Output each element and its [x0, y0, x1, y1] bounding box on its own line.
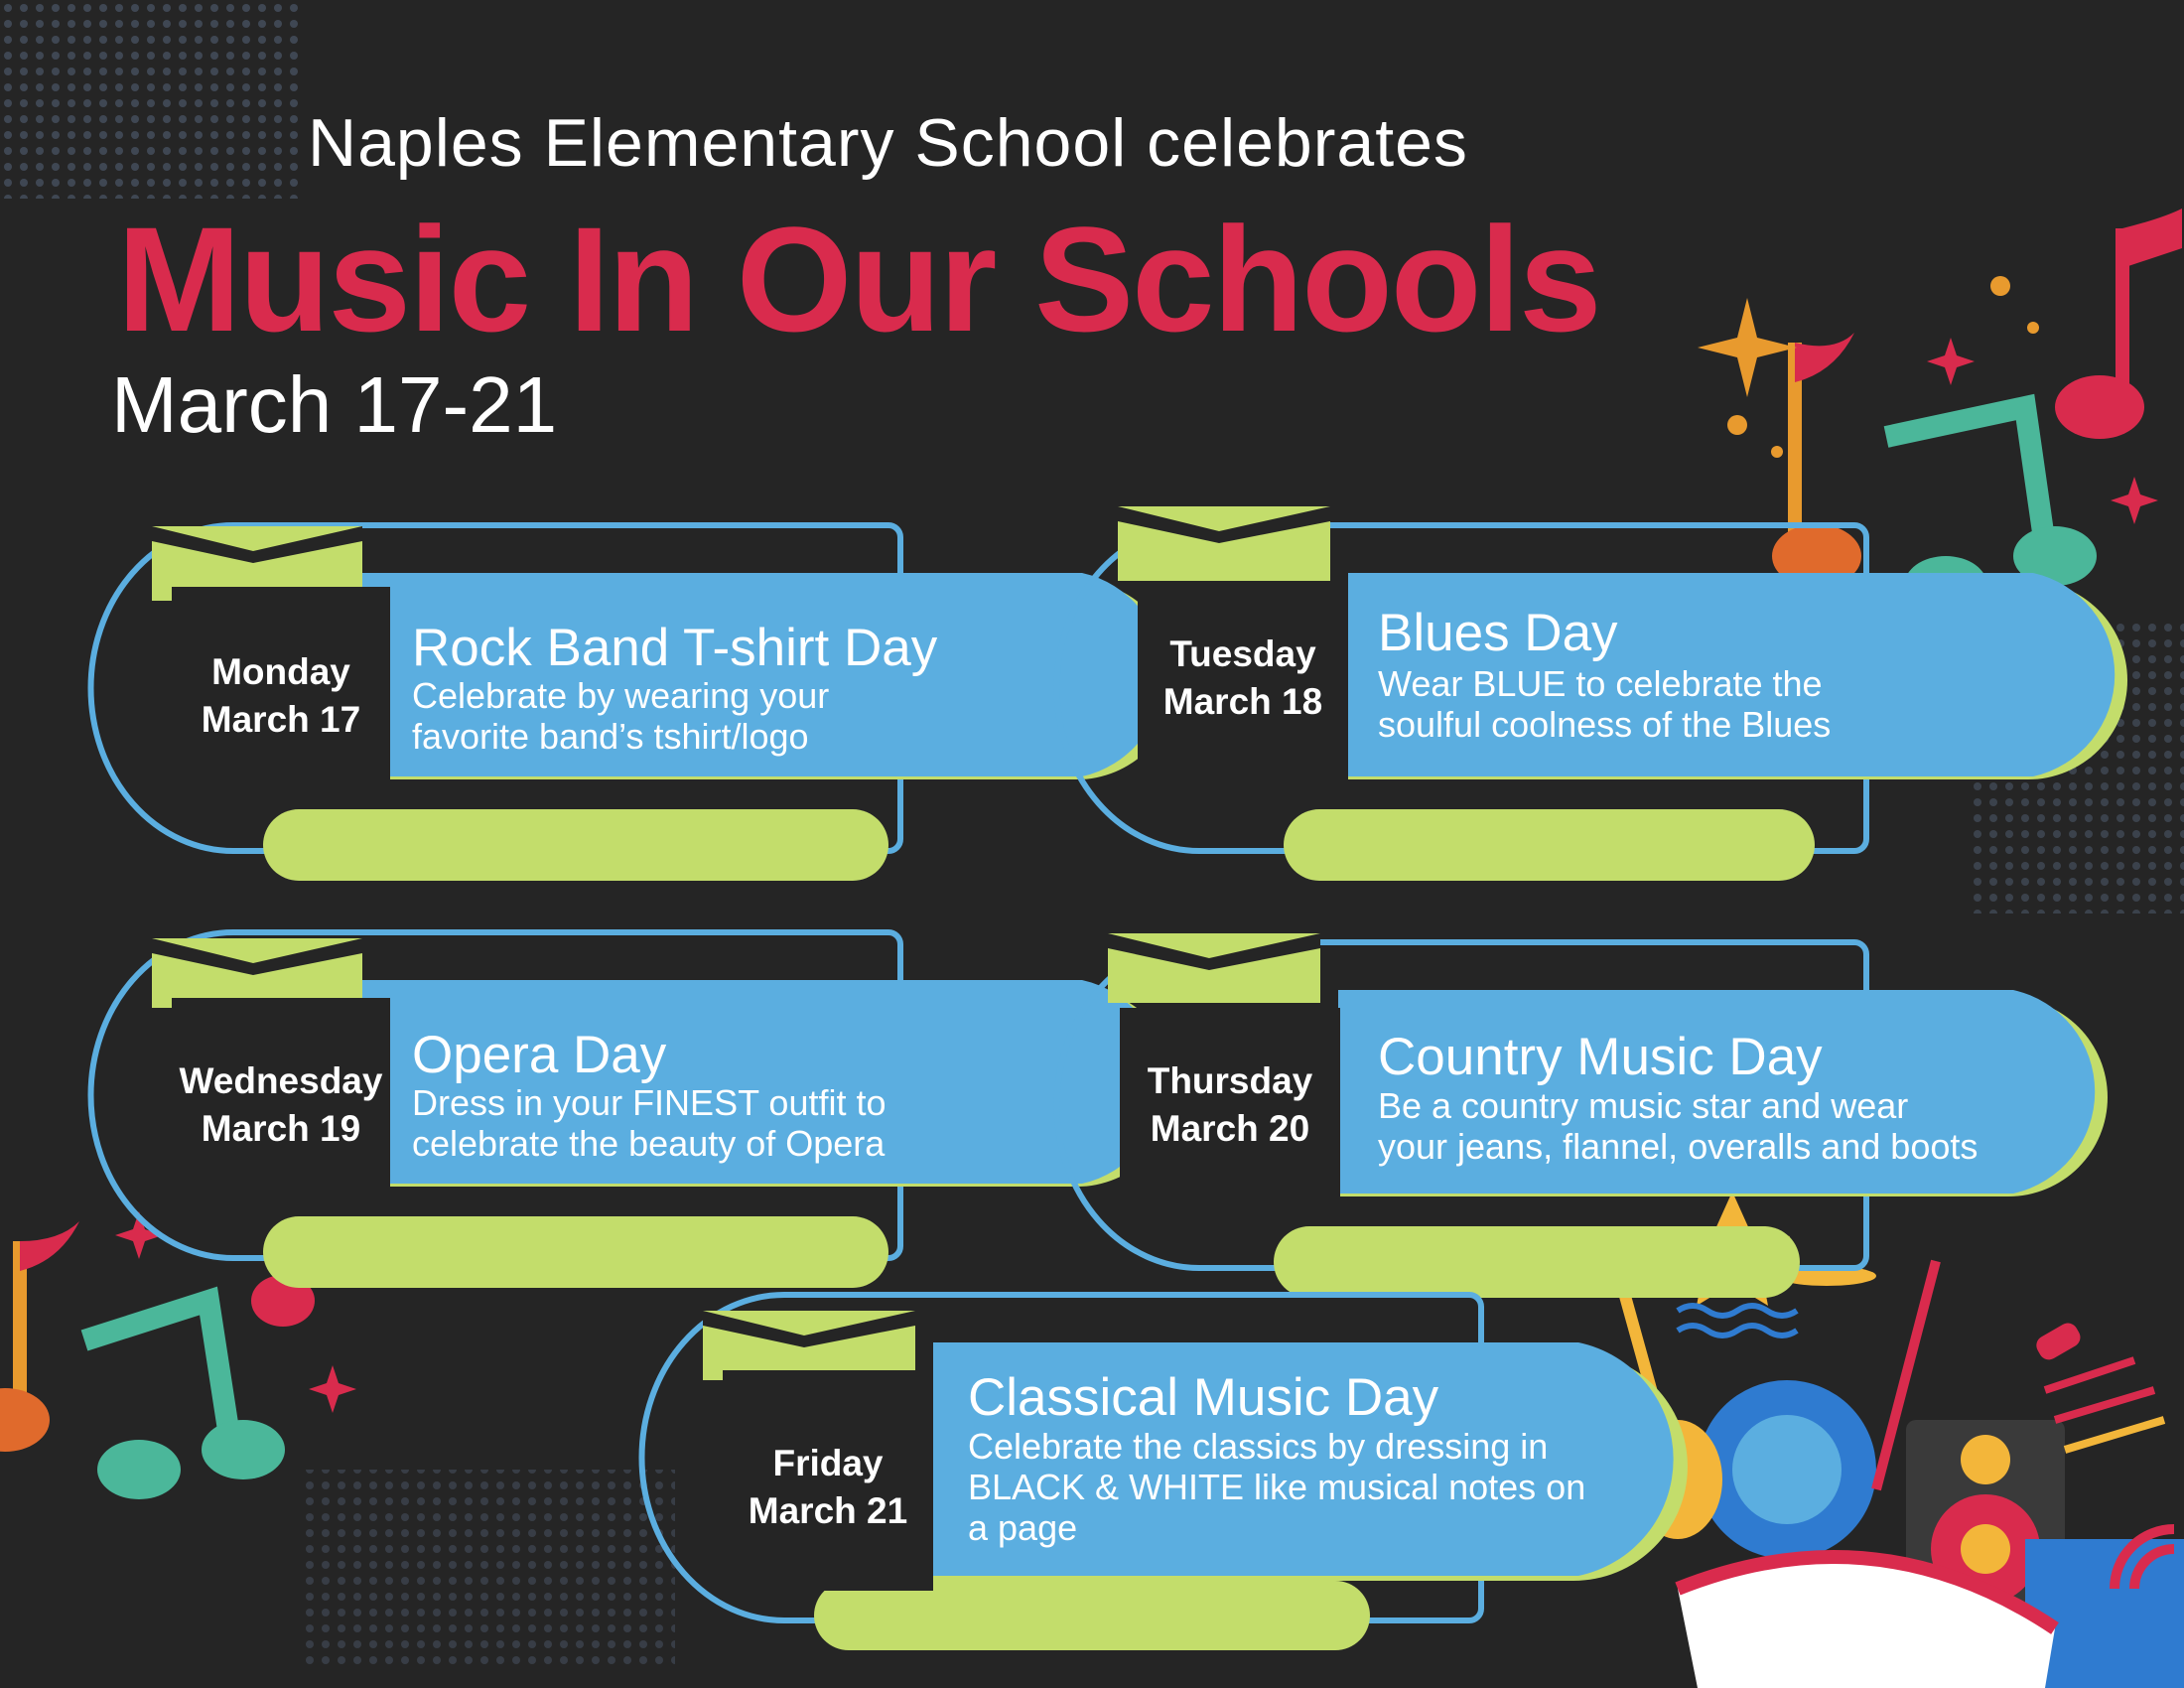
day-label	[1120, 1057, 1340, 1153]
day-label	[172, 1057, 390, 1153]
weekday: Monday	[211, 651, 350, 692]
day-description: Celebrate by wearing your favorite band’s tshirt/logo	[412, 675, 830, 757]
weekday: Wednesday	[179, 1060, 383, 1101]
weekday: Friday	[772, 1443, 884, 1483]
day-date: March 18	[1162, 681, 1323, 722]
halftone-dots-bottom	[298, 1470, 675, 1668]
day-description: Wear BLUE to celebrate the soulful coolness of the Blues	[1378, 663, 1832, 745]
day-label	[1138, 631, 1348, 726]
day-card-thursday	[1060, 938, 2063, 1316]
weekday: Thursday	[1147, 1060, 1313, 1101]
day-card-tuesday	[1060, 521, 2063, 899]
day-date: March 21	[748, 1490, 908, 1531]
day-title: Rock Band T-shirt Day	[412, 619, 938, 677]
day-label	[172, 648, 390, 744]
day-label	[723, 1440, 933, 1535]
day-title: Opera Day	[412, 1026, 667, 1084]
date-range: March 17-21	[111, 360, 558, 449]
day-title: Blues Day	[1378, 604, 1618, 662]
star-burst-icon	[1698, 298, 1797, 397]
page-title: Music In Our Schools	[117, 196, 1600, 362]
music-note-left-teal-icon	[84, 1301, 285, 1499]
day-card-monday	[94, 521, 1097, 899]
music-note-pink-icon	[2055, 209, 2182, 439]
day-date: March 20	[1150, 1108, 1310, 1149]
day-description: Celebrate the classics by dressing in BLACK & WHITE like musical notes on a page	[968, 1426, 1586, 1548]
weekday: Tuesday	[1169, 633, 1316, 674]
day-title: Country Music Day	[1378, 1028, 1823, 1086]
day-description: Be a country music star and wear your jeans, flannel, overalls and boots	[1378, 1085, 1979, 1167]
day-date: March 17	[201, 699, 361, 740]
music-note-left-orange-icon	[0, 1221, 79, 1452]
day-title: Classical Music Day	[968, 1368, 1439, 1427]
day-card-wednesday	[94, 928, 1097, 1306]
day-description: Dress in your FINEST outfit to celebrate the beauty of Opera	[412, 1082, 887, 1164]
halftone-dots-top-left	[0, 0, 298, 199]
day-date: March 19	[201, 1108, 361, 1149]
intro-line: Naples Elementary School celebrates	[308, 105, 1468, 181]
day-card-friday	[645, 1291, 1648, 1668]
